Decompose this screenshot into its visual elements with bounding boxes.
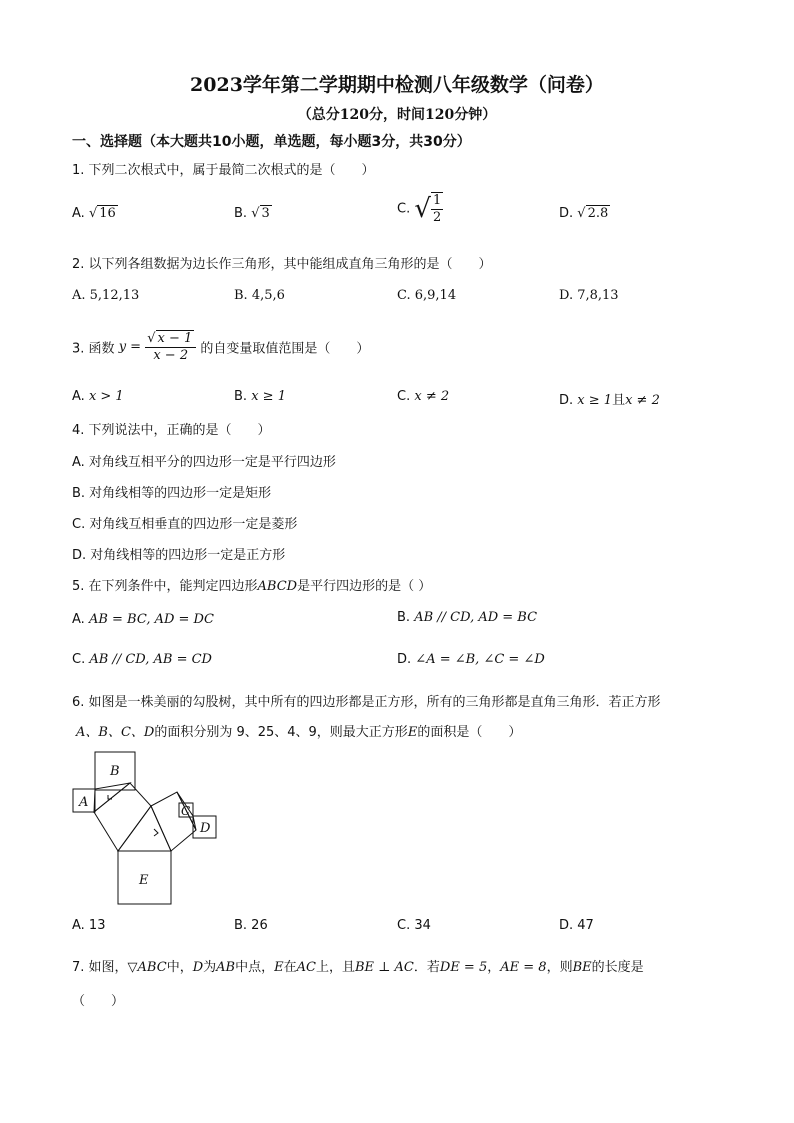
radical-sign: √ <box>251 206 260 221</box>
option-math: x ≠ 2 <box>414 389 450 404</box>
label-e: E <box>139 873 149 888</box>
stem-suffix: 的面积是（ ） <box>417 725 522 740</box>
question-7-line-2: （ ） <box>72 994 125 1009</box>
stem-text: ．若 <box>413 960 440 975</box>
question-1-stem: 1. 下列二次根式中，属于最简二次根式的是（ ） <box>72 163 375 178</box>
option-label: B. <box>397 610 411 625</box>
q6-option-d: D. 47 <box>559 918 594 933</box>
label-b: B <box>110 764 120 779</box>
denominator: x − 2 <box>153 348 189 363</box>
stem-math: D <box>192 960 204 975</box>
page-title: 2023学年第二学期期中检测八年级数学（问卷） <box>190 74 604 96</box>
question-2-stem: 2. 以下列各组数据为边长作三角形，其中能组成直角三角形的是（ ） <box>72 257 492 272</box>
option-label: A. <box>72 389 85 404</box>
stem-variable: ABCD <box>257 579 298 594</box>
question-7-line-1 <box>72 956 644 975</box>
stem-text: ，则 <box>546 960 573 975</box>
q2-option-a: A. 5,12,13 <box>72 288 140 303</box>
option-label: C. <box>72 652 86 667</box>
option-math: x ≠ 2 <box>625 393 660 408</box>
square-right <box>151 792 196 851</box>
stem-text: 7. 如图， <box>72 960 128 975</box>
q2-option-d: D. 7,8,13 <box>559 288 619 303</box>
option-label: C. <box>397 389 411 404</box>
stem-math: AB <box>216 960 236 975</box>
radical-sign: √ <box>414 194 431 224</box>
option-label: D. <box>559 206 574 221</box>
option-math: AB // CD, AD = BC <box>414 610 538 625</box>
radicand: 3 <box>261 206 270 221</box>
page-subtitle: （总分120分，时间120分钟） <box>297 107 497 123</box>
stem-math: AE = 8 <box>500 960 547 975</box>
option-label: B. <box>234 389 248 404</box>
option-label: B. <box>234 206 248 221</box>
question-6-line-1: 6. 如图是一株美丽的勾股树，其中所有的四边形都是正方形，所有的三角形都是直角三角形．若正方形 <box>72 695 661 710</box>
stem-variables: A、B、C、D <box>76 725 155 740</box>
radicand: 2.8 <box>587 206 609 221</box>
option-math: x ≥ 1 <box>577 393 613 408</box>
option-label: A. <box>72 612 85 627</box>
q6-option-c: C. 34 <box>397 918 431 933</box>
stem-math: E <box>274 960 284 975</box>
square-left <box>94 783 151 851</box>
triangle-main <box>118 806 171 851</box>
option-math: x ≥ 1 <box>251 389 286 404</box>
stem-text: 在 <box>283 960 297 975</box>
stem-math: AC <box>296 960 316 975</box>
question-4-stem: 4. 下列说法中，正确的是（ ） <box>72 423 271 438</box>
stem-variable: E <box>407 725 418 740</box>
option-connector: 且 <box>612 393 626 408</box>
stem-text: 的长度是 <box>591 960 644 975</box>
stem-text: 中点， <box>235 960 275 975</box>
q4-option-d: D. 对角线相等的四边形一定是正方形 <box>72 548 286 563</box>
label-a: A <box>79 795 89 810</box>
option-math: x > 1 <box>88 389 124 404</box>
function-y: y = <box>118 339 142 355</box>
triangle-ab <box>94 783 130 812</box>
stem-math: BE <box>572 960 592 975</box>
stem-prefix: 3. 函数 <box>72 341 115 357</box>
stem-text: 中， <box>166 960 193 975</box>
q6-option-a: A. 13 <box>72 918 106 933</box>
stem-text: ， <box>487 960 501 975</box>
stem-prefix: 5. 在下列条件中，能判定四边形 <box>72 579 258 594</box>
option-math: AB = BC, AD = DC <box>88 612 214 627</box>
stem-math: ▽ABC <box>127 960 167 975</box>
stem-text: 上，且 <box>315 960 355 975</box>
q2-option-c: C. 6,9,14 <box>397 288 457 303</box>
q2-option-b: B. 4,5,6 <box>234 288 285 303</box>
section-heading: 一、选择题（本大题共10小题，单选题，每小题3分，共30分） <box>72 134 471 150</box>
stem-math: BE ⊥ AC <box>355 960 414 975</box>
radical-sign: √ <box>577 206 586 221</box>
stem-suffix: 是平行四边形的是（ ） <box>297 579 432 594</box>
q6-option-b: B. 26 <box>234 918 268 933</box>
radicand: 16 <box>99 206 116 221</box>
stem-math: DE = 5 <box>439 960 488 975</box>
option-label: D. <box>397 652 412 667</box>
numerator: 1 <box>432 193 442 208</box>
option-math: ∠A = ∠B, ∠C = ∠D <box>415 652 545 667</box>
label-c: C <box>181 804 191 818</box>
q4-option-a: A. 对角线互相平分的四边形一定是平行四边形 <box>72 455 336 470</box>
option-label: D. <box>559 393 574 408</box>
q4-option-c: C. 对角线互相垂直的四边形一定是菱形 <box>72 517 298 532</box>
radical-sign: √ <box>147 331 156 346</box>
stem-middle: 的面积分别为 9、25、4、9，则最大正方形 <box>154 725 408 740</box>
option-label: C. <box>397 201 411 217</box>
denominator: 2 <box>432 210 442 225</box>
stem-text: 为 <box>203 960 217 975</box>
option-label: A. <box>72 206 85 221</box>
radicand: x − 1 <box>157 331 193 346</box>
right-angle-mark <box>154 829 158 836</box>
option-math: AB // CD, AB = CD <box>89 652 212 667</box>
label-d: D <box>200 821 211 836</box>
stem-suffix: 的自变量取值范围是（ ） <box>200 341 370 357</box>
q4-option-b: B. 对角线相等的四边形一定是矩形 <box>72 486 272 501</box>
radical-sign: √ <box>88 206 98 221</box>
